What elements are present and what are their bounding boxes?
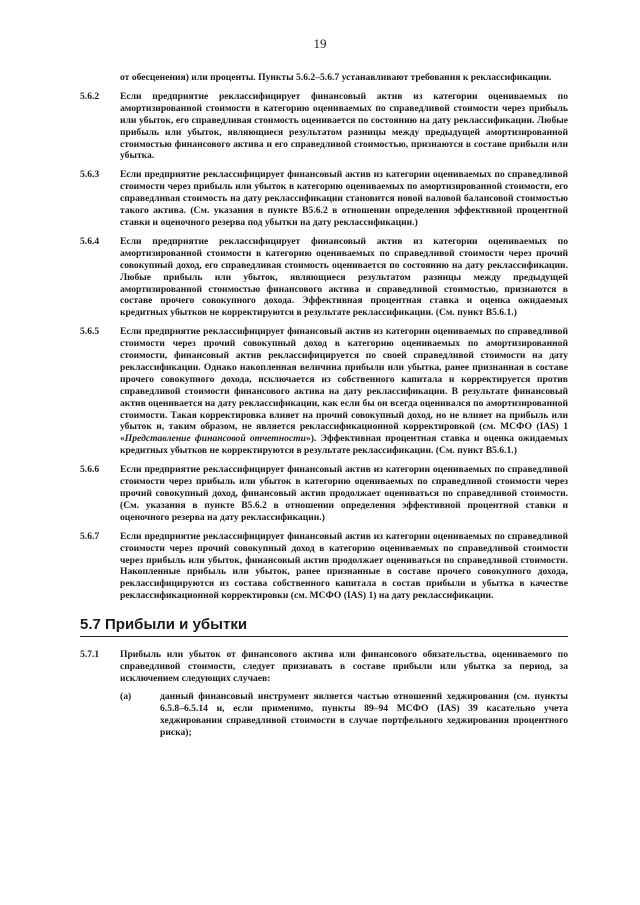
paragraph-text-part: »). Эффективная процентная ставка и оценка ожидаемых кредитных убытков не корректируются в результате реклассификации. (См. пункт B5.6.1.)	[120, 433, 568, 457]
list-item	[120, 691, 568, 739]
paragraph-number: 5.6.4	[80, 235, 100, 247]
paragraph-text: Если предприятие реклассифицирует финансовый актив из категории оцениваемых по справедливой стоимости через прибыль или убыток в категорию оцениваемых по справедливой стоимости через прочий совокупный доход, финансовый актив продолжает оцениваться по справедливой стоимости. (См. указания в пункте B5.6.2 в отношении определения эффективной процентной ставки и оценочного резерва на дату реклассификации.)	[120, 464, 568, 523]
paragraph-5-6-2	[80, 91, 568, 162]
paragraph-number: 5.6.5	[80, 326, 100, 338]
paragraph-5-6-7	[80, 531, 568, 602]
document-body	[80, 72, 568, 739]
section-divider	[80, 636, 568, 637]
paragraph-5-6-4	[80, 236, 568, 319]
paragraph-5-6-5	[80, 326, 568, 457]
standard-title: Представление финансовой отчетности	[124, 433, 306, 445]
paragraph-text: Прибыль или убыток от финансового актива или финансового обязательства, оцениваемого по справедливой стоимости, следует признавать в составе прибыли или убытка за период, за исключением следующих случаев:	[120, 649, 568, 684]
paragraph-number: 5.6.7	[80, 530, 100, 542]
paragraph-number: 5.6.2	[80, 90, 100, 102]
section-heading: 5.7 Прибыли и убытки	[80, 616, 248, 634]
paragraph-5-7-1	[80, 649, 568, 685]
paragraph-5-6-3	[80, 169, 568, 229]
paragraph-text	[120, 326, 568, 457]
paragraph-text: Если предприятие реклассифицирует финансовый актив из категории оцениваемых по справедливой стоимости через прибыль или убыток в категорию оцениваемых по амортизированной стоимости, его справедливая стоимость на дату реклассификации становится новой валовой балансовой стоимостью такого актива. (См. указания в пункте B5.6.2 в отношении определения эффективной процентной ставки и оценочного резерва под убытки на дату реклассификации.)	[120, 169, 568, 228]
paragraph-number: 5.7.1	[80, 649, 100, 661]
paragraph-number: 5.6.6	[80, 464, 100, 476]
page-number: 19	[313, 36, 327, 51]
intro-paragraph: от обесценения) или проценты. Пункты 5.6.2–5.6.7 устанавливают требования к реклассификации.	[120, 72, 552, 83]
paragraph-text-part: Если предприятие реклассифицирует финансовый актив из категории оцениваемых по справедливой стоимости через прочий совокупный доход в категорию оцениваемых по амортизированной стоимости, финансовый актив реклассифицируется по своей справедливой стоимости на дату реклассификации. Однако накопленная величина прибыли или убытка, ранее признанная в составе прочего совокупного дохода, исключается из собственного капитала и корректируется против справедливой стоимости финансового актива на дату реклассификации. В результате финансовый актив оценивается на дату реклассификации, как если бы он всегда оценивался по амортизированной стоимости. Такая корректировка влияет на прочий совокупный доход, но не влияет на прибыль или убыток и, таким образом, не является реклассификационной корректировкой (см. МСФО (IAS) 1 «	[120, 326, 568, 445]
paragraph-text: Если предприятие реклассифицирует финансовый актив из категории оцениваемых по амортизированной стоимости в категорию оцениваемых по справедливой стоимости через прочий совокупный доход, его справедливая стоимость оценивается по состоянию на дату реклассификации. Любые прибыль или убыток, являющиеся результатом разницы между предыдущей амортизированной стоимостью финансового актива и справедливой стоимостью, признаются в составе прочего совокупного дохода. Эффективная процентная ставка и оценка ожидаемых кредитных убытков не корректируются в результате реклассификации. (См. пункт B5.6.1.)	[120, 235, 568, 319]
paragraph-5-6-6	[80, 464, 568, 524]
list-item-label: (a)	[120, 690, 132, 702]
list-item-text: данный финансовый инструмент является частью отношений хеджирования (см. пункты 6.5.8–6.5.14 и, если применимо, пункты 89–94 МСФО (IAS) 39 касательно учета хеджирования справедливой стоимости в случае портфельного хеджирования процентного риска);	[160, 690, 568, 738]
paragraph-text: Если предприятие реклассифицирует финансовый актив из категории оцениваемых по справедливой стоимости через прочий совокупный доход в категорию оцениваемых по справедливой стоимости через прибыль или убыток, финансовый актив продолжает оцениваться по справедливой стоимости. Накопленные прибыль или убыток, ранее признанные в составе прочего совокупного дохода, реклассифицируются из состава собственного капитала в состав прибыли и убытка в качестве реклассификационной корректировки (см. МСФО (IAS) 1) на дату реклассификации.	[120, 530, 568, 602]
paragraph-number: 5.6.3	[80, 169, 100, 181]
paragraph-text: Если предприятие реклассифицирует финансовый актив из категории оцениваемых по амортизированной стоимости в категорию оцениваемых по справедливой стоимости через прибыль или убыток, его справедливая стоимость оценивается по состоянию на дату реклассификации. Любые прибыль или убыток, являющиеся результатом разницы между предыдущей амортизированной стоимостью финансового актива и его справедливой стоимостью, признаются в составе прибыли или убытка.	[120, 90, 568, 162]
